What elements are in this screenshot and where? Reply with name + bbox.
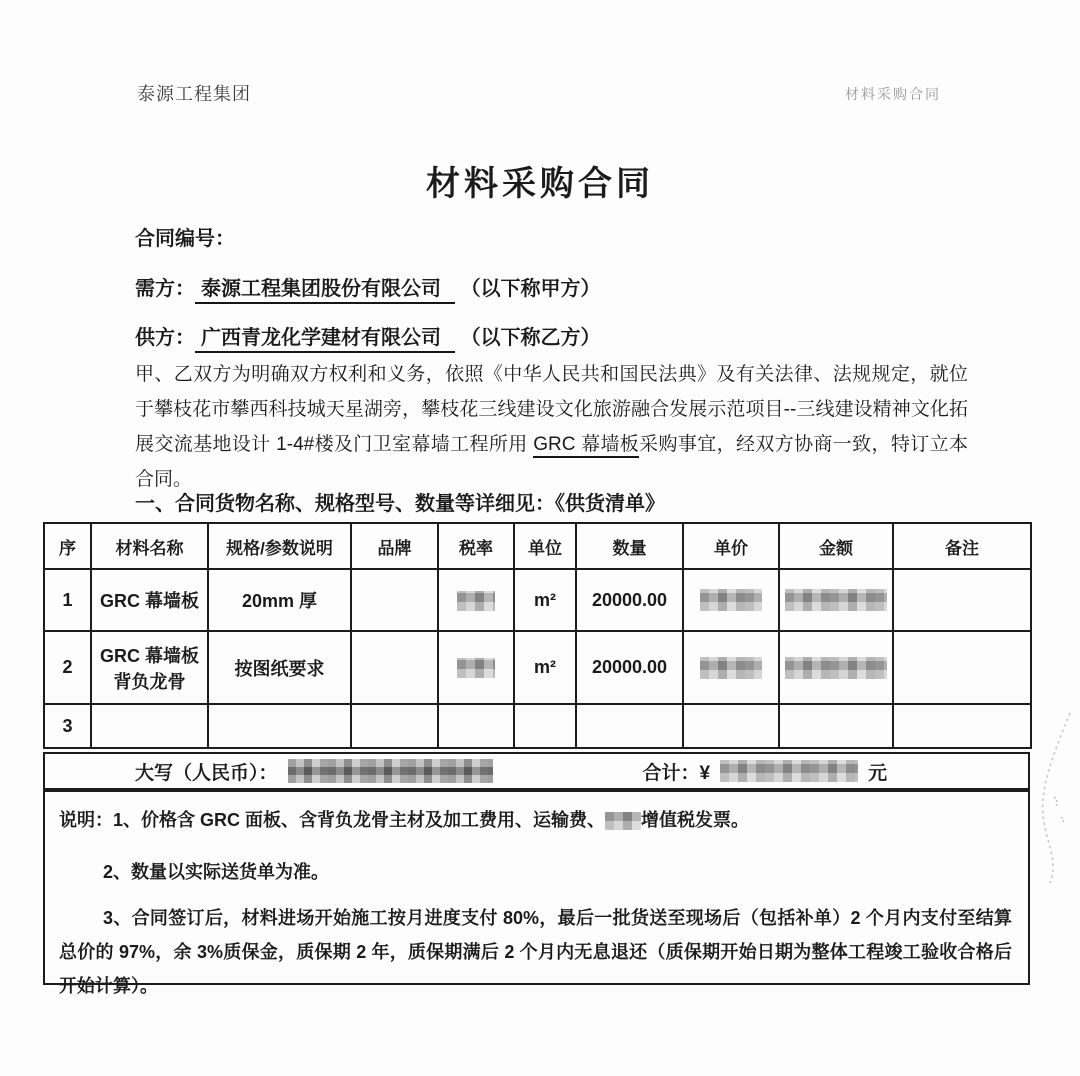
cell-name-row-1 <box>91 569 208 631</box>
redacted-amount-row-1 <box>785 589 887 611</box>
material-name-line: GRC 幕墙板 <box>100 591 199 611</box>
col-header-price: 单价 <box>683 523 779 569</box>
total-summary-row <box>43 752 1030 790</box>
buyer-line <box>135 272 601 301</box>
goods-row-3 <box>44 704 1031 748</box>
redacted-total-amount <box>720 760 858 782</box>
total-unit-label: 元 <box>868 762 888 784</box>
cell-price-row-3 <box>683 704 779 748</box>
cell-amount-row-1 <box>779 569 893 631</box>
supplier-name: 广西青龙化学建材有限公司 <box>195 327 455 353</box>
cell-amount-row-3 <box>779 704 893 748</box>
note-1-text: 1、价格含 GRC 面板、含背负龙骨主材及加工费用、运输费、 <box>113 810 606 830</box>
note-2: 2、数量以实际送货单为准。 <box>103 862 330 882</box>
buyer-label: 需方： <box>135 278 195 300</box>
col-header-spec: 规格/参数说明 <box>208 523 351 569</box>
notes-section <box>43 790 1030 996</box>
cell-seq-row-3: 3 <box>44 704 91 748</box>
col-header-brand: 品牌 <box>351 523 438 569</box>
cell-brand-row-2 <box>351 631 438 704</box>
col-header-amount: 金额 <box>779 523 893 569</box>
note-1 <box>59 803 1012 837</box>
cell-qty-row-1: 20000.00 <box>576 569 683 631</box>
cell-price-row-1 <box>683 569 779 631</box>
supplier-label: 供方： <box>135 327 195 349</box>
cell-brand-row-1 <box>351 569 438 631</box>
cell-spec-row-3 <box>208 704 351 748</box>
cell-qty-row-2: 20000.00 <box>576 631 683 704</box>
preamble-text-2: 采购事宜，经双方协商一致，特订立本合同。 <box>135 434 968 490</box>
section-1-heading: 一、合同货物名称、规格型号、数量等详细见：《供货清单》 <box>135 493 665 515</box>
cell-spec-row-2: 按图纸要求 <box>208 631 351 704</box>
buyer-name: 泰源工程集团股份有限公司 <box>195 278 455 304</box>
goods-table-header-row <box>44 523 1031 569</box>
page-corner-label: 材料采购合同 <box>845 86 941 102</box>
scan-ink-artifact <box>1028 705 1078 890</box>
redacted-price-row-1 <box>700 589 762 611</box>
contract-preamble <box>135 357 968 497</box>
note-1-text-end: 增值税发票。 <box>641 810 750 830</box>
supplier-suffix: （以下称乙方） <box>460 327 601 349</box>
redacted-amount-in-words <box>288 759 493 783</box>
preamble-underlined-term: GRC 幕墙板 <box>533 434 639 458</box>
redacted-price-row-2 <box>700 657 762 679</box>
cell-price-row-2 <box>683 631 779 704</box>
col-header-tax: 税率 <box>438 523 514 569</box>
cell-unit-row-1: m² <box>514 569 576 631</box>
cell-unit-row-3 <box>514 704 576 748</box>
cell-qty-row-3 <box>576 704 683 748</box>
redacted-tax-rate-note <box>605 812 641 830</box>
cell-name-row-3 <box>91 704 208 748</box>
col-header-seq: 序 <box>44 523 91 569</box>
cell-name-row-2 <box>91 631 208 704</box>
cell-unit-row-2: m² <box>514 631 576 704</box>
buyer-suffix: （以下称甲方） <box>460 278 601 300</box>
cell-seq-row-1: 1 <box>44 569 91 631</box>
cell-amount-row-2 <box>779 631 893 704</box>
redacted-amount-row-2 <box>785 657 887 679</box>
material-name-line: 背负龙骨 <box>113 671 186 692</box>
contract-number-label: 合同编号： <box>135 228 235 250</box>
redacted-tax-row-1 <box>457 591 495 611</box>
cell-tax-row-3 <box>438 704 514 748</box>
col-header-name: 材料名称 <box>91 523 208 569</box>
cell-note-row-3 <box>893 704 1031 748</box>
cell-tax-row-1 <box>438 569 514 631</box>
company-logo-text: 泰源工程集团 <box>137 84 251 104</box>
cell-tax-row-2 <box>438 631 514 704</box>
document-title: 材料采购合同 <box>426 165 654 203</box>
redacted-tax-row-2 <box>457 658 495 678</box>
cell-seq-row-2: 2 <box>44 631 91 704</box>
note-3: 3、合同签订后，材料进场开始施工按月进度支付 80%，最后一批货送至现场后（包括补单）2 个月内支付至结算总价的 97%，余 3%质保金，质保期 2 年，质保期满后 2 个月内无息退还（质保期开始日期为整体工程竣工验收合格后开始计算）。 <box>59 908 1012 996</box>
col-header-unit: 单位 <box>514 523 576 569</box>
amount-in-words-label: 大写（人民币）： <box>135 762 278 784</box>
cell-brand-row-3 <box>351 704 438 748</box>
cell-spec-row-1: 20mm 厚 <box>208 569 351 631</box>
goods-row-1 <box>44 569 1031 631</box>
supplier-line <box>135 321 601 350</box>
total-label: 合计：¥ <box>642 762 711 784</box>
material-name-line: GRC 幕墙板 <box>100 645 199 666</box>
cell-note-row-1 <box>893 569 1031 631</box>
col-header-note: 备注 <box>893 523 1031 569</box>
preamble-text-1: 甲、乙双方为明确双方权利和义务，依照《中华人民共和国民法典》及有关法律、法规规定，就位于攀枝花市攀西科技城天星湖旁，攀枝花三线建设文化旅游融合发展示范项目--三线建设精神文化拓展交流基地设计 1-4#楼及门卫室幕墙工程所用 <box>135 364 968 455</box>
cell-note-row-2 <box>893 631 1031 704</box>
col-header-qty: 数量 <box>576 523 683 569</box>
notes-label: 说明： <box>59 810 113 830</box>
goods-row-2 <box>44 631 1031 704</box>
goods-table <box>43 522 1032 749</box>
